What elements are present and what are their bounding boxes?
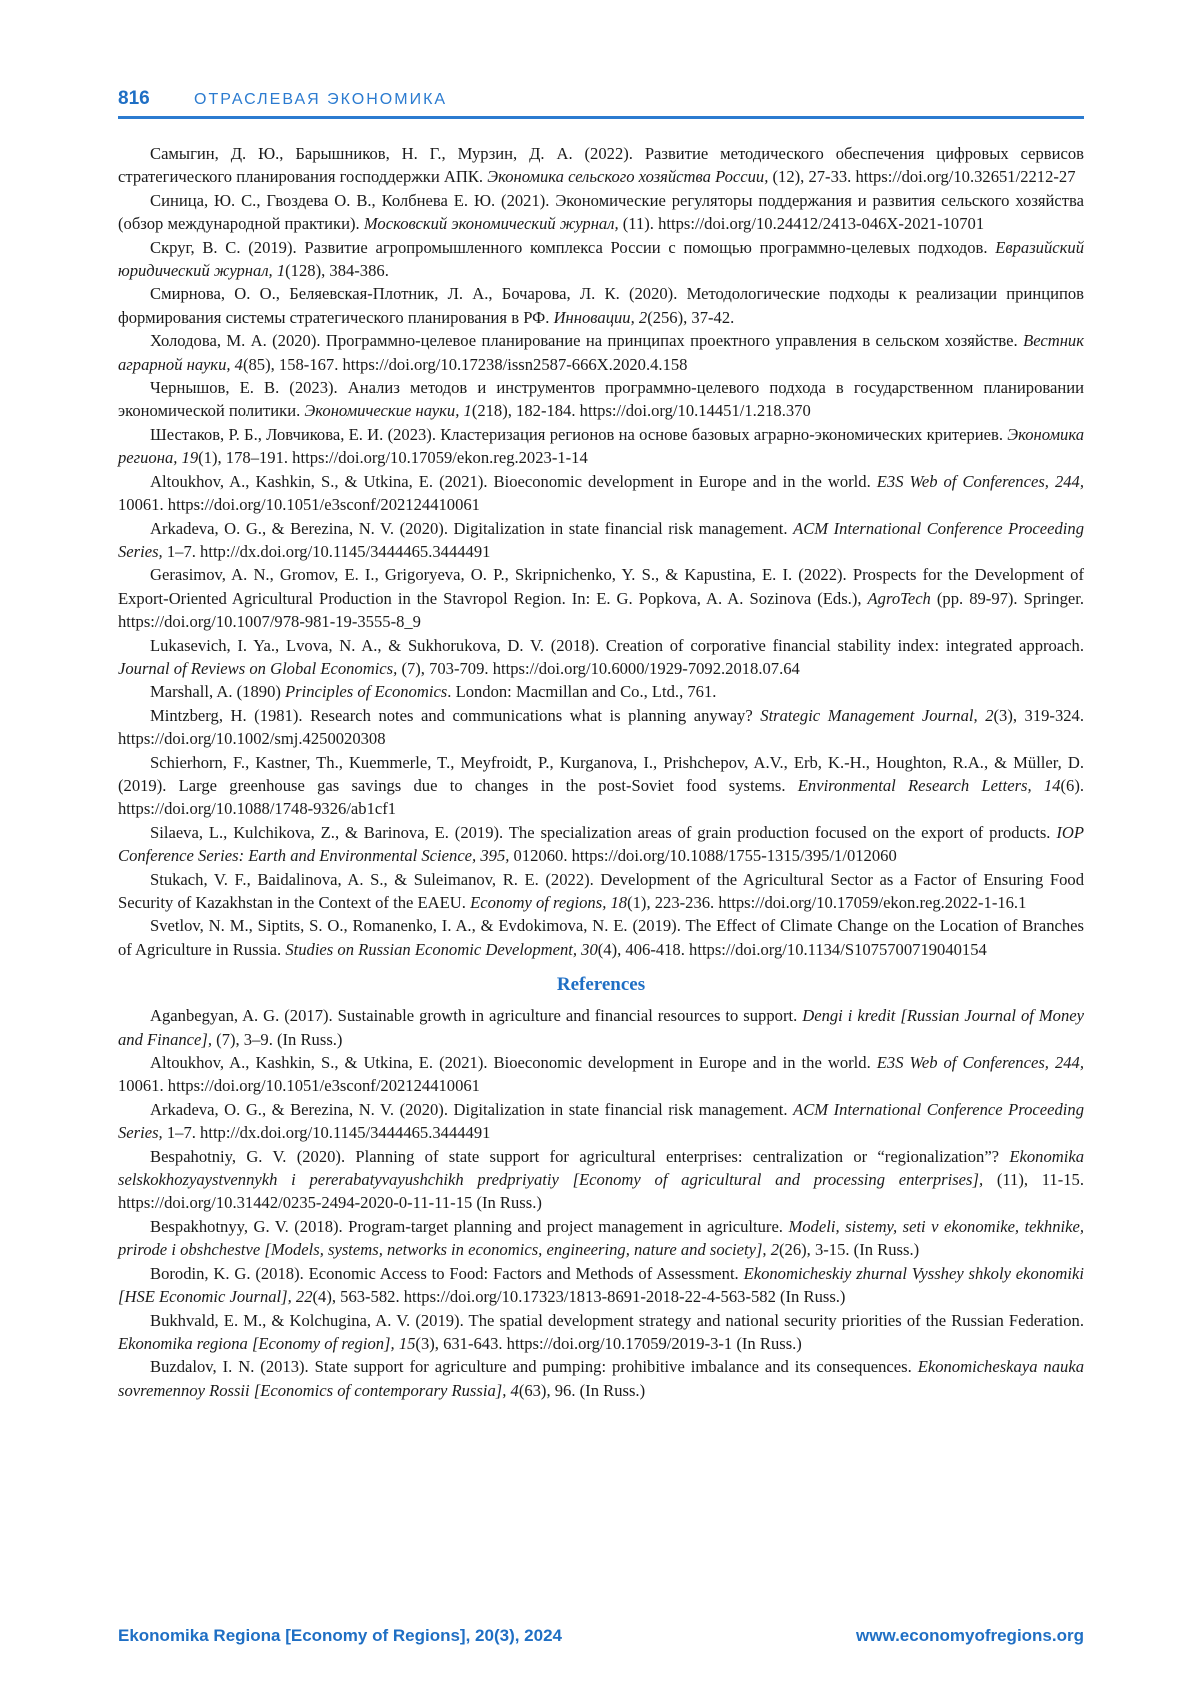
reference-entry [118, 1145, 1084, 1215]
reference-entry [118, 704, 1084, 751]
reference-text: Самыгин, Д. Ю., Барышников, Н. Г., Мурзин, Д. А. (2022). Развитие методического обеспечения цифровых сервисов стратегического планирования господдержки АПК. [118, 144, 1084, 187]
reference-entry [118, 914, 1084, 961]
reference-text: 1–7. http://dx.doi.org/10.1145/3444465.3444491 [162, 541, 491, 561]
page-header [118, 84, 1084, 119]
reference-entry [118, 868, 1084, 915]
reference-text: (26), 3-15. (In Russ.) [779, 1240, 920, 1260]
references-list [118, 1004, 1084, 1402]
reference-source: Экономические науки, 1 [304, 401, 472, 421]
page-footer [118, 1626, 1084, 1652]
reference-text: (3), 319-324. https://doi.org/10.1002/smj.4250020308 [118, 705, 1084, 749]
reference-entry [118, 189, 1084, 236]
reference-entry [118, 1051, 1084, 1098]
reference-source: Ekonomika regiona [Economy of region], 15 [118, 1333, 416, 1353]
reference-entry [118, 142, 1084, 189]
reference-text: (7), 703-709. https://doi.org/10.6000/1929-7092.2018.07.64 [397, 658, 800, 678]
reference-text: Bespahotniy, G. V. (2020). Planning of state support for agricultural enterprises: centralization or “regionalization”? [150, 1146, 1010, 1166]
reference-entry [118, 1309, 1084, 1356]
bibliography-list [118, 142, 1084, 961]
reference-text: Скруг, В. С. (2019). Развитие агропромышленного комплекса России с помощью программно-целевых подходов. [150, 237, 996, 257]
journal-citation: Ekonomika Regiona [Economy of Regions], 20(3), 2024 [118, 1626, 562, 1645]
reference-text: Arkadeva, O. G., & Berezina, N. V. (2020). Digitalization in state financial risk management. [150, 1099, 794, 1119]
reference-entry [118, 821, 1084, 868]
journal-website-link[interactable]: www.economyofregions.org [856, 1626, 1084, 1645]
reference-text: Marshall, A. (1890) [150, 682, 286, 702]
reference-text: 10061. https://doi.org/10.1051/e3sconf/202124410061 [118, 1076, 480, 1096]
reference-text: . London: Macmillan and Co., Ltd., 761. [447, 682, 717, 702]
reference-text: Холодова, М. А. (2020). Программно-целевое планирование на принципах проектного управления в сельском хозяйстве. [150, 331, 1024, 351]
reference-text: Stukach, V. F., Baidalinova, A. S., & Suleimanov, R. E. (2022). Development of the Agricultural Sector as a Factor of Ensuring Food Security of Kazakhstan in the Context of the EAEU. [118, 869, 1084, 912]
reference-entry [118, 236, 1084, 283]
reference-text: Mintzberg, H. (1981). Research notes and communications what is planning anyway? [150, 705, 761, 725]
reference-entry [118, 1355, 1084, 1402]
reference-text: Svetlov, N. M., Siptits, S. O., Romanenko, I. A., & Evdokimova, N. E. (2019). The Effect of Climate Change on the Location of Branches of Agriculture in Russia. [118, 916, 1084, 959]
reference-source: IOP Conference Series: Earth and Environmental Science, 395, [118, 822, 1084, 866]
reference-text: (7), 3–9. (In Russ.) [212, 1029, 343, 1049]
reference-text: Lukasevich, I. Ya., Lvova, N. A., & Sukhorukova, D. V. (2018). Creation of corporative financial stability index: integrated approach. [150, 635, 1084, 655]
reference-source: Экономика сельского хозяйства России, [487, 167, 769, 187]
reference-text: (6). https://doi.org/10.1088/1748-9326/ab1cf1 [118, 775, 1084, 819]
reference-source: Modeli, sistemy, seti v ekonomike, tekhnike, prirode i obshchestve [Models, systems, networks in economics, engineering, nature and society], 2 [118, 1216, 1084, 1260]
reference-text: Arkadeva, O. G., & Berezina, N. V. (2020). Digitalization in state financial risk management. [150, 518, 794, 538]
reference-source: ACM International Conference Proceeding Series, [118, 518, 1084, 561]
reference-entry [118, 376, 1084, 423]
reference-entry [118, 1215, 1084, 1262]
reference-text: Buzdalov, I. N. (2013). State support for agriculture and pumping: prohibitive imbalance and its consequences. [150, 1357, 918, 1377]
reference-text: Смирнова, О. О., Беляевская-Плотник, Л. А., Бочарова, Л. К. (2020). Методологические подходы к реализации принципов формирования системы стратегического планирования в РФ. [118, 284, 1084, 327]
reference-entry [118, 517, 1084, 564]
reference-source: Ekonomika selskokhozyaystvennykh i pererabatyvayushchikh predpriyatiy [Economy of agricultural and processing enterprises], [118, 1146, 1084, 1190]
reference-entry [118, 329, 1084, 376]
reference-text: (1), 178–191. https://doi.org/10.17059/ekon.reg.2023-1-14 [198, 448, 588, 468]
reference-source: Dengi i kredit [Russian Journal of Money and Finance], [118, 1006, 1085, 1049]
reference-source: Economy of regions, 18 [470, 893, 628, 912]
reference-source: Евразийский юридический журнал, 1 [118, 237, 1084, 281]
reference-text: Шестаков, Р. Б., Ловчикова, Е. И. (2023). Кластеризация регионов на основе базовых аграрно-экономических критериев. [150, 424, 1008, 444]
reference-text: (85), 158-167. https://doi.org/10.17238/issn2587-666X.2020.4.158 [242, 354, 688, 374]
reference-source: Strategic Management Journal, 2 [760, 705, 994, 725]
reference-source: Journal of Reviews on Global Economics, [118, 658, 398, 678]
reference-source: Principles of Economics [285, 682, 448, 702]
reference-source: ACM International Conference Proceeding Series, [118, 1099, 1084, 1143]
reference-text: (11), 11-15. https://doi.org/10.31442/0235-2494-2020-0-11-11-15 (In Russ.) [118, 1170, 1084, 1213]
reference-source: Инновации, 2 [553, 307, 648, 327]
reference-entry [118, 423, 1084, 470]
reference-text: (12), 27-33. https://doi.org/10.32651/2212-27 [768, 167, 1076, 187]
reference-entry [118, 470, 1084, 517]
reference-text: (256), 37-42. [647, 307, 735, 327]
reference-entry [118, 1262, 1084, 1309]
reference-text: (4), 563-582. https://doi.org/10.17323/1813-8691-2018-22-4-563-582 (In Russ.) [312, 1287, 846, 1307]
reference-entry [118, 563, 1084, 633]
reference-source: Studies on Russian Economic Development, 30 [285, 939, 598, 959]
reference-source: Экономика региона, 19 [118, 424, 1084, 468]
reference-source: Environmental Research Letters, 14 [797, 775, 1061, 795]
references-heading: References [556, 974, 646, 996]
reference-text: Altoukhov, A., Kashkin, S., & Utkina, E. (2021). Bioeconomic development in Europe and in the world. [150, 1053, 877, 1073]
reference-text: Altoukhov, A., Kashkin, S., & Utkina, E. (2021). Bioeconomic development in Europe and in the world. [150, 471, 877, 491]
reference-text: (1), 223-236. https://doi.org/10.17059/ekon.reg.2022-1-16.1 [627, 893, 1027, 912]
main-content [118, 142, 1084, 1402]
reference-source: Ekonomicheskaya nauka sovremennoy Rossii [Economics of contemporary Russia], 4 [118, 1357, 1084, 1400]
reference-entry [118, 634, 1084, 681]
reference-text: 1–7. http://dx.doi.org/10.1145/3444465.3444491 [162, 1123, 491, 1143]
reference-text: Bukhvald, E. M., & Kolchugina, A. V. (2019). The spatial development strategy and national security priorities of the Russian Federation. [150, 1310, 1084, 1330]
reference-text: 10061. https://doi.org/10.1051/e3sconf/202124410061 [118, 495, 480, 515]
reference-text: Bespakhotnyy, G. V. (2018). Program-target planning and project management in agriculture. [150, 1216, 789, 1236]
reference-text: (3), 631-643. https://doi.org/10.17059/2019-3-1 (In Russ.) [415, 1333, 802, 1353]
reference-text: Чернышов, Е. В. (2023). Анализ методов и инструментов программно-целевого подхода в государственном планировании экономической политики. [118, 378, 1084, 421]
reference-entry [118, 680, 1084, 703]
reference-entry [118, 751, 1084, 821]
reference-text: 012060. https://doi.org/10.1088/1755-1315/395/1/012060 [509, 846, 897, 866]
reference-text: Aganbegyan, A. G. (2017). Sustainable growth in agriculture and financial resources to support. [150, 1006, 803, 1026]
reference-source: Вестник аграрной науки, 4 [118, 331, 1084, 374]
reference-text: Gerasimov, A. N., Gromov, E. I., Grigoryeva, O. P., Skripnichenko, Y. S., & Kapustina, E. I. (2022). Prospects for the Development of Export-Oriented Agricultural Production in the Stavropol Region. In: E. G. Popkova, A. A. Sozinova (Eds.), [118, 565, 1084, 608]
reference-source: AgroTech [867, 588, 931, 608]
reference-text: (63), 96. (In Russ.) [518, 1380, 646, 1400]
reference-entry [118, 282, 1084, 329]
reference-text: Silaeva, L., Kulchikova, Z., & Barinova, E. (2019). The specialization areas of grain production focused on the export of products. [150, 822, 1057, 842]
reference-source: Ekonomicheskiy zhurnal Vysshey shkoly ekonomiki [HSE Economic Journal], 22 [118, 1263, 1084, 1307]
reference-source: E3S Web of Conferences, 244, [876, 471, 1084, 491]
reference-text: (218), 182-184. https://doi.org/10.14451/1.218.370 [471, 401, 811, 421]
reference-text: (4), 406-418. https://doi.org/10.1134/S1075700719040154 [597, 939, 987, 959]
reference-text: (pp. 89-97). Springer. https://doi.org/10.1007/978-981-19-3555-8_9 [118, 588, 1084, 632]
reference-entry [118, 1098, 1084, 1145]
reference-text: Schierhorn, F., Kastner, Th., Kuemmerle, T., Meyfroidt, P., Kurganova, I., Prishchepov, A.V., Erb, K.-H., Houghton, R.A., & Müller, D. (2019). Large greenhouse gas savings due to changes in the post-Soviet food systems. [118, 752, 1084, 795]
reference-text: (128), 384-386. [285, 261, 389, 281]
reference-text: Borodin, K. G. (2018). Economic Access to Food: Factors and Methods of Assessment. [150, 1263, 744, 1283]
reference-text: (11). https://doi.org/10.24412/2413-046Х-2021-10701 [618, 214, 985, 234]
reference-text: Синица, Ю. С., Гвоздева О. В., Колбнева Е. Ю. (2021). Экономические регуляторы поддержания и развития сельского хозяйства (обзор международной практики). [118, 190, 1084, 234]
reference-source: E3S Web of Conferences, 244, [876, 1053, 1084, 1073]
reference-entry [118, 1004, 1084, 1051]
reference-source: Московский экономический журнал, [363, 214, 619, 234]
page-number: 816 [118, 88, 150, 109]
section-title: ОТРАСЛЕВАЯ ЭКОНОМИКА [194, 91, 448, 108]
